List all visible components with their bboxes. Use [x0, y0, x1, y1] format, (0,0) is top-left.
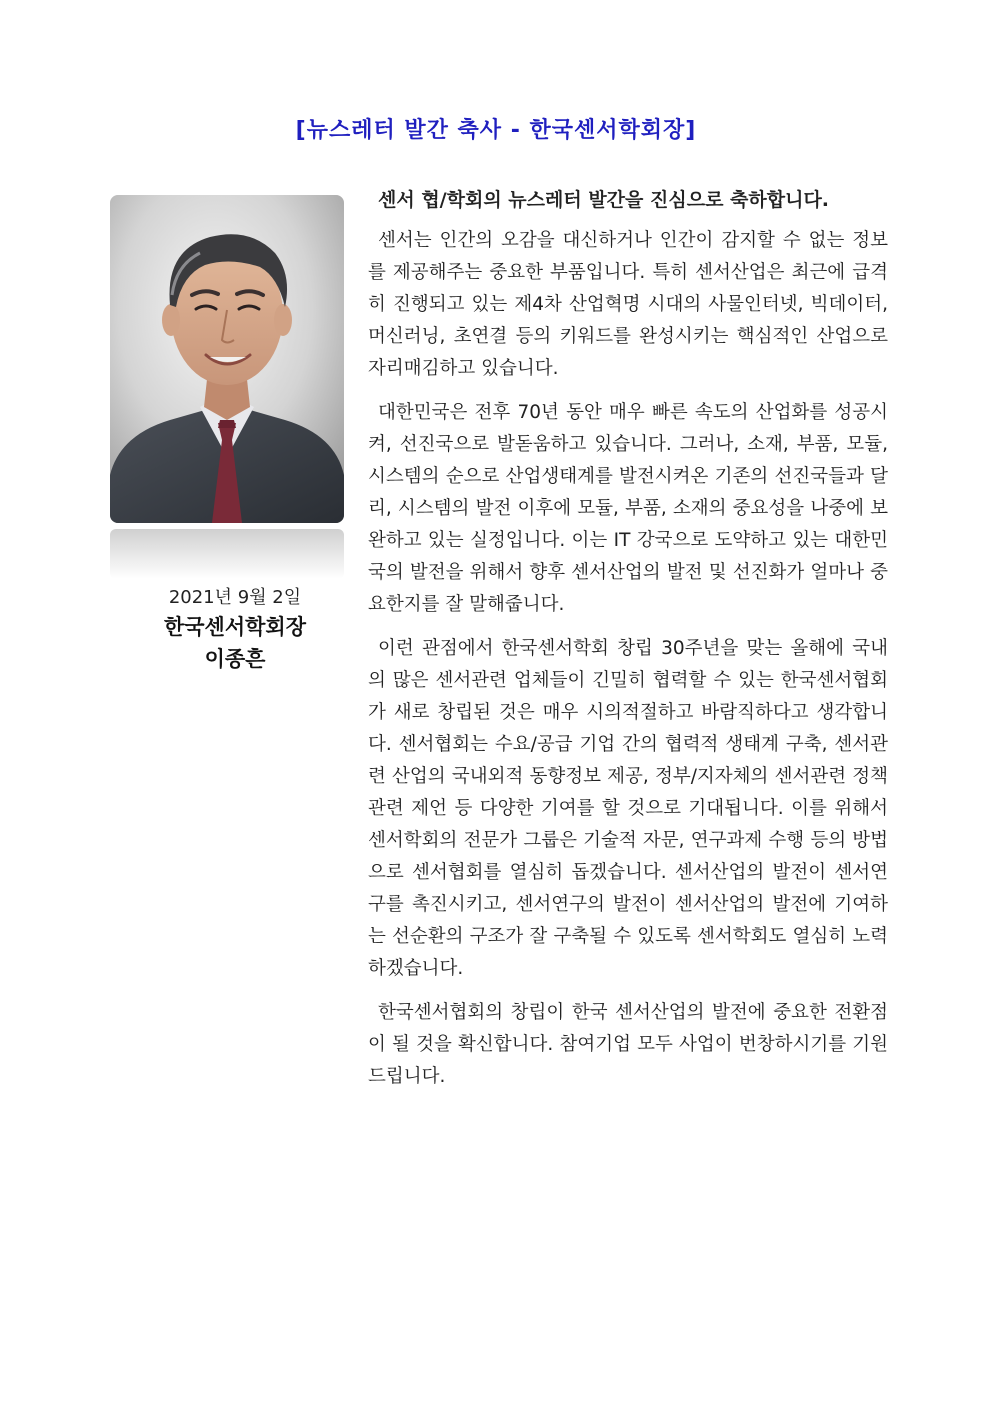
paragraph-3: 이런 관점에서 한국센서학회 창립 30주년을 맞는 올해에 국내의 많은 센서관련 업체들이 긴밀히 협력할 수 있는 한국센서협회가 새로 창립된 것은 매우 시의적절하고 바람직하다고 생각합니다. 센서협회는 수요/공급 기업 간의 협력적 생태계 구축, 센서관련 산업의 국내외적 동향정보 제공, 정부/지자체의 센서관련 정책관련 제언 등 다양한 기여를 할 것으로 기대됩니다. 이를 위해서 센서학회의 전문가 그룹은 기술적 자문, 연구과제 수행 등의 방법으로 센서협회를 열심히 돕겠습니다. 센서산업의 발전이 센서연구를 촉진시키고, 센서연구의 발전이 센서산업의 발전에 기여하는 선순환의 구조가 잘 구축될 수 있도록 센서학회도 열심히 노력하겠습니다.	[368, 638, 888, 979]
portrait-block	[110, 195, 344, 579]
paragraph-1: 센서는 인간의 오감을 대신하거나 인간이 감지할 수 없는 정보를 제공해주는 중요한 부품입니다. 특히 센서산업은 최근에 급격히 진행되고 있는 제4차 산업혁명 시대의 사물인터넷, 빅데이터, 머신러닝, 초연결 등의 키워드를 완성시키는 핵심적인 산업으로 자리매김하고 있습니다.	[368, 230, 888, 379]
letter-headline: 센서 협/학회의 뉴스레터 발간을 진심으로 축하합니다.	[378, 189, 830, 211]
caption-date: 2021년 9월 2일	[168, 587, 302, 608]
letter-body	[368, 183, 888, 1105]
caption-block	[110, 585, 360, 675]
paragraph-2: 대한민국은 전후 70년 동안 매우 빠른 속도의 산업화를 성공시켜, 선진국으로 발돋움하고 있습니다. 그러나, 소재, 부품, 모듈, 시스템의 순으로 산업생태계를 발전시켜온 기존의 선진국들과 달리, 시스템의 발전 이후에 모듈, 부품, 소재의 중요성을 나중에 보완하고 있는 실정입니다. 이는 IT 강국으로 도약하고 있는 대한민국의 발전을 위해서 향후 센서산업의 발전 및 선진화가 얼마나 중요한지를 잘 말해줍니다.	[368, 402, 888, 615]
portrait-photo	[110, 195, 344, 523]
caption-name: 이종흔	[204, 647, 266, 671]
page-title: [뉴스레터 발간 축사 - 한국센서학회장]	[295, 118, 697, 143]
portrait-reflection	[110, 529, 344, 579]
paragraph-4: 한국센서협회의 창립이 한국 센서산업의 발전에 중요한 전환점이 될 것을 확신합니다. 참여기업 모두 사업이 번창하시기를 기원 드립니다.	[368, 1002, 888, 1087]
caption-organization: 한국센서학회장	[163, 615, 306, 639]
